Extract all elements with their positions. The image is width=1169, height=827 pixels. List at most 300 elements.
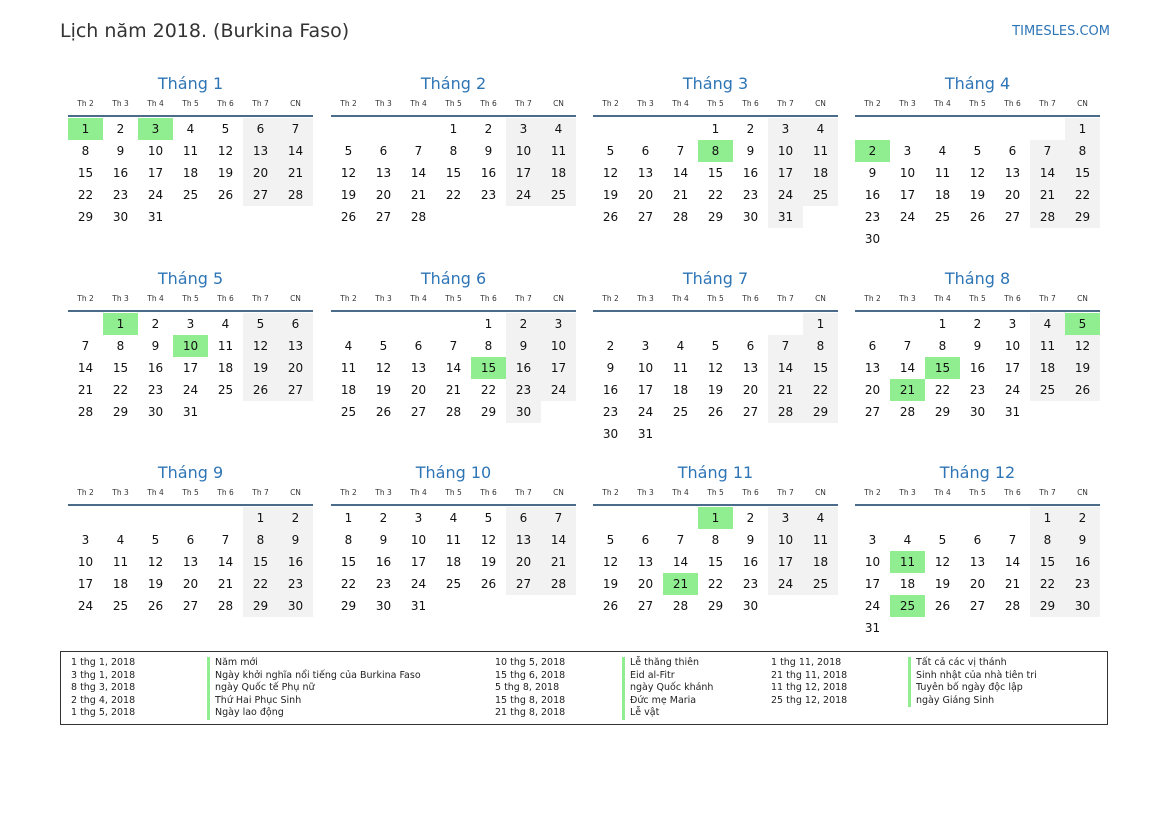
day-cell: 25 bbox=[112, 599, 129, 613]
holiday-name: Ngày khởi nghĩa nổi tiếng của Burkina Faso bbox=[207, 670, 421, 683]
weekday-label: Th 2 bbox=[602, 488, 619, 497]
day-cell: 10 bbox=[410, 533, 427, 547]
holiday-name: ngày Giáng Sinh bbox=[908, 695, 1037, 708]
day-cell: 9 bbox=[506, 335, 541, 357]
day-cell: 18 bbox=[112, 577, 129, 591]
day-grid bbox=[855, 313, 1100, 423]
day-cell: 25 bbox=[934, 210, 951, 224]
weekday-label: Th 2 bbox=[77, 488, 94, 497]
day-cell: 13 bbox=[864, 361, 881, 375]
day-cell: 22 bbox=[707, 188, 724, 202]
day-cell: 29 bbox=[803, 401, 838, 423]
day-cell: 10 bbox=[1004, 339, 1021, 353]
day-cell: 15 bbox=[77, 166, 94, 180]
day-cell: 19 bbox=[602, 188, 619, 202]
weekday-label: Th 6 bbox=[1004, 99, 1021, 108]
day-cell: 24 bbox=[768, 184, 803, 206]
holiday-day-cell: 15 bbox=[471, 357, 506, 379]
weekday-label: Th 6 bbox=[742, 488, 759, 497]
day-cell: 4 bbox=[221, 317, 230, 331]
holiday-day-cell: 1 bbox=[68, 118, 103, 140]
weekday-label: Th 6 bbox=[480, 294, 497, 303]
day-cell: 4 bbox=[803, 507, 838, 529]
month-calendar bbox=[331, 267, 576, 423]
day-cell: 7 bbox=[541, 507, 576, 529]
day-grid bbox=[68, 118, 313, 228]
day-cell: 12 bbox=[340, 166, 357, 180]
day-grid bbox=[855, 118, 1100, 250]
weekday-label: Th 2 bbox=[340, 488, 357, 497]
day-cell: 15 bbox=[707, 555, 724, 569]
day-cell: 26 bbox=[707, 405, 724, 419]
weekday-header bbox=[68, 485, 313, 506]
weekday-label: Th 2 bbox=[602, 99, 619, 108]
empty-cell bbox=[331, 313, 366, 335]
day-cell: 11 bbox=[934, 166, 951, 180]
day-cell: 28 bbox=[1030, 206, 1065, 228]
day-cell: 9 bbox=[278, 529, 313, 551]
weekday-label: CN bbox=[290, 99, 301, 108]
day-cell: 16 bbox=[480, 166, 497, 180]
day-cell: 8 bbox=[1065, 140, 1100, 162]
holiday-name: ngày Quốc tế Phụ nữ bbox=[207, 682, 421, 695]
day-grid bbox=[593, 313, 838, 445]
day-cell: 2 bbox=[746, 511, 755, 525]
day-cell: 14 bbox=[672, 555, 689, 569]
day-cell: 16 bbox=[969, 361, 986, 375]
weekday-label: Th 3 bbox=[375, 294, 392, 303]
day-cell: 22 bbox=[243, 573, 278, 595]
page-title: Lịch năm 2018. (Burkina Faso) bbox=[60, 20, 350, 42]
day-cell: 4 bbox=[1030, 313, 1065, 335]
weekday-label: CN bbox=[815, 488, 826, 497]
day-cell: 1 bbox=[1030, 507, 1065, 529]
day-cell: 7 bbox=[676, 533, 685, 547]
day-cell: 12 bbox=[602, 166, 619, 180]
empty-cell bbox=[593, 313, 628, 335]
weekday-label: Th 4 bbox=[410, 99, 427, 108]
day-cell: 13 bbox=[182, 555, 199, 569]
day-cell: 28 bbox=[768, 401, 803, 423]
empty-cell bbox=[436, 313, 471, 335]
day-cell: 23 bbox=[864, 210, 881, 224]
day-cell: 17 bbox=[1004, 361, 1021, 375]
weekday-header bbox=[855, 485, 1100, 506]
month-title: Tháng 10 bbox=[415, 463, 492, 482]
day-cell: 29 bbox=[707, 210, 724, 224]
day-cell: 19 bbox=[243, 357, 278, 379]
day-cell: 11 bbox=[445, 533, 462, 547]
weekday-label: Th 4 bbox=[410, 294, 427, 303]
day-cell: 30 bbox=[278, 595, 313, 617]
holiday-date: 21 thg 11, 2018 bbox=[771, 669, 848, 681]
day-cell: 17 bbox=[182, 361, 199, 375]
day-cell: 27 bbox=[506, 573, 541, 595]
weekday-label: CN bbox=[553, 294, 564, 303]
empty-cell bbox=[698, 313, 733, 335]
empty-cell bbox=[401, 118, 436, 140]
weekday-label: Th 4 bbox=[934, 294, 951, 303]
weekday-label: Th 3 bbox=[112, 488, 129, 497]
day-cell: 26 bbox=[243, 379, 278, 401]
day-cell: 23 bbox=[742, 188, 759, 202]
weekday-label: Th 7 bbox=[515, 99, 532, 108]
holiday-day-cell: 2 bbox=[855, 140, 890, 162]
day-grid bbox=[68, 507, 313, 617]
day-cell: 26 bbox=[602, 599, 619, 613]
day-cell: 12 bbox=[969, 166, 986, 180]
day-cell: 5 bbox=[973, 144, 982, 158]
day-cell: 22 bbox=[340, 577, 357, 591]
empty-cell bbox=[173, 507, 208, 529]
day-cell: 22 bbox=[480, 383, 497, 397]
day-cell: 9 bbox=[973, 339, 982, 353]
day-cell: 6 bbox=[868, 339, 877, 353]
weekday-label: CN bbox=[290, 294, 301, 303]
day-cell: 28 bbox=[1004, 599, 1021, 613]
day-cell: 20 bbox=[375, 188, 392, 202]
day-cell: 24 bbox=[768, 573, 803, 595]
day-cell: 12 bbox=[217, 144, 234, 158]
month-title: Tháng 2 bbox=[420, 74, 487, 93]
day-cell: 11 bbox=[112, 555, 129, 569]
day-cell: 11 bbox=[182, 144, 199, 158]
day-cell: 29 bbox=[934, 405, 951, 419]
weekday-label: Th 6 bbox=[742, 99, 759, 108]
day-cell: 13 bbox=[278, 335, 313, 357]
day-cell: 22 bbox=[1065, 184, 1100, 206]
day-cell: 14 bbox=[1004, 555, 1021, 569]
day-cell: 4 bbox=[344, 339, 353, 353]
day-cell: 4 bbox=[803, 118, 838, 140]
month-calendar bbox=[593, 72, 838, 228]
weekday-label: CN bbox=[290, 488, 301, 497]
holiday-list bbox=[60, 651, 1108, 725]
day-cell: 29 bbox=[480, 405, 497, 419]
day-cell: 4 bbox=[449, 511, 458, 525]
day-cell: 3 bbox=[868, 533, 877, 547]
day-cell: 11 bbox=[1030, 335, 1065, 357]
weekday-label: CN bbox=[815, 294, 826, 303]
weekday-label: Th 5 bbox=[182, 294, 199, 303]
month-title: Tháng 3 bbox=[682, 74, 749, 93]
weekday-label: Th 2 bbox=[864, 488, 881, 497]
day-cell: 5 bbox=[379, 339, 388, 353]
day-cell: 26 bbox=[969, 210, 986, 224]
day-cell: 23 bbox=[506, 379, 541, 401]
holiday-day-cell: 5 bbox=[1065, 313, 1100, 335]
day-cell: 24 bbox=[147, 188, 164, 202]
holiday-day-cell: 15 bbox=[925, 357, 960, 379]
holiday-date-column bbox=[71, 657, 135, 720]
day-cell: 12 bbox=[243, 335, 278, 357]
holiday-name-column bbox=[622, 657, 713, 720]
day-cell: 22 bbox=[112, 383, 129, 397]
empty-cell bbox=[890, 313, 925, 335]
weekday-label: Th 7 bbox=[252, 488, 269, 497]
day-cell: 20 bbox=[637, 188, 654, 202]
day-cell: 23 bbox=[742, 577, 759, 591]
day-cell: 24 bbox=[637, 405, 654, 419]
day-cell: 17 bbox=[77, 577, 94, 591]
day-cell: 5 bbox=[606, 144, 615, 158]
day-cell: 25 bbox=[803, 184, 838, 206]
day-cell: 5 bbox=[606, 533, 615, 547]
day-cell: 7 bbox=[768, 335, 803, 357]
day-cell: 29 bbox=[112, 405, 129, 419]
day-cell: 18 bbox=[803, 551, 838, 573]
day-cell: 5 bbox=[938, 533, 947, 547]
weekday-header bbox=[593, 96, 838, 117]
day-cell: 24 bbox=[899, 210, 916, 224]
day-cell: 9 bbox=[1065, 529, 1100, 551]
month-calendar bbox=[593, 461, 838, 617]
day-cell: 6 bbox=[973, 533, 982, 547]
holiday-date: 21 thg 8, 2018 bbox=[495, 707, 566, 718]
day-cell: 5 bbox=[711, 339, 720, 353]
day-cell: 29 bbox=[77, 210, 94, 224]
day-cell: 14 bbox=[541, 529, 576, 551]
day-cell: 18 bbox=[672, 383, 689, 397]
day-cell: 13 bbox=[637, 166, 654, 180]
day-cell: 19 bbox=[217, 166, 234, 180]
day-cell: 26 bbox=[480, 577, 497, 591]
weekday-label: Th 2 bbox=[77, 294, 94, 303]
weekday-label: Th 3 bbox=[112, 294, 129, 303]
day-cell: 21 bbox=[410, 188, 427, 202]
month-title: Tháng 8 bbox=[944, 269, 1011, 288]
day-cell: 18 bbox=[899, 577, 916, 591]
day-cell: 7 bbox=[278, 118, 313, 140]
empty-cell bbox=[138, 507, 173, 529]
weekday-header bbox=[855, 96, 1100, 117]
empty-cell bbox=[960, 507, 995, 529]
day-cell: 2 bbox=[379, 511, 388, 525]
weekday-label: Th 4 bbox=[672, 294, 689, 303]
day-cell: 9 bbox=[746, 533, 755, 547]
empty-cell bbox=[366, 313, 401, 335]
weekday-label: Th 5 bbox=[707, 488, 724, 497]
weekday-header bbox=[593, 291, 838, 312]
day-cell: 23 bbox=[969, 383, 986, 397]
weekday-header bbox=[331, 96, 576, 117]
month-title: Tháng 4 bbox=[944, 74, 1011, 93]
day-cell: 16 bbox=[147, 361, 164, 375]
weekday-label: Th 3 bbox=[375, 99, 392, 108]
weekday-label: Th 7 bbox=[777, 488, 794, 497]
day-cell: 23 bbox=[480, 188, 497, 202]
day-cell: 24 bbox=[1004, 383, 1021, 397]
weekday-label: Th 7 bbox=[515, 488, 532, 497]
day-cell: 15 bbox=[1030, 551, 1065, 573]
empty-cell bbox=[628, 507, 663, 529]
day-cell: 3 bbox=[414, 511, 423, 525]
day-grid bbox=[68, 313, 313, 423]
day-cell: 13 bbox=[375, 166, 392, 180]
weekday-label: Th 2 bbox=[602, 294, 619, 303]
holiday-name: Đức mẹ Maria bbox=[622, 695, 713, 708]
day-cell: 3 bbox=[1008, 317, 1017, 331]
day-cell: 19 bbox=[934, 577, 951, 591]
day-cell: 25 bbox=[672, 405, 689, 419]
weekday-label: Th 7 bbox=[252, 99, 269, 108]
day-cell: 24 bbox=[864, 599, 881, 613]
month-title: Tháng 1 bbox=[157, 74, 224, 93]
site-link[interactable]: TIMESLES.COM bbox=[1012, 24, 1110, 39]
day-cell: 20 bbox=[182, 577, 199, 591]
day-cell: 26 bbox=[340, 210, 357, 224]
day-cell: 25 bbox=[217, 383, 234, 397]
day-cell: 21 bbox=[1004, 577, 1021, 591]
day-cell: 4 bbox=[541, 118, 576, 140]
day-cell: 6 bbox=[278, 313, 313, 335]
day-cell: 12 bbox=[602, 555, 619, 569]
day-cell: 2 bbox=[606, 339, 615, 353]
month-calendar bbox=[855, 267, 1100, 423]
weekday-label: Th 6 bbox=[480, 99, 497, 108]
day-cell: 21 bbox=[77, 383, 94, 397]
day-cell: 13 bbox=[243, 140, 278, 162]
day-cell: 1 bbox=[344, 511, 353, 525]
day-cell: 21 bbox=[541, 551, 576, 573]
day-cell: 30 bbox=[864, 232, 881, 246]
month-title: Tháng 5 bbox=[157, 269, 224, 288]
day-cell: 3 bbox=[506, 118, 541, 140]
day-cell: 4 bbox=[116, 533, 125, 547]
day-cell: 10 bbox=[541, 335, 576, 357]
day-cell: 11 bbox=[672, 361, 689, 375]
day-cell: 10 bbox=[899, 166, 916, 180]
weekday-label: Th 3 bbox=[637, 99, 654, 108]
day-cell: 20 bbox=[278, 357, 313, 379]
day-cell: 27 bbox=[637, 210, 654, 224]
day-cell: 3 bbox=[641, 339, 650, 353]
holiday-date: 8 thg 3, 2018 bbox=[71, 682, 136, 693]
day-cell: 3 bbox=[541, 313, 576, 335]
day-cell: 4 bbox=[676, 339, 685, 353]
day-cell: 17 bbox=[768, 551, 803, 573]
day-cell: 8 bbox=[81, 144, 90, 158]
weekday-label: Th 5 bbox=[969, 294, 986, 303]
day-cell: 25 bbox=[541, 184, 576, 206]
day-cell: 23 bbox=[112, 188, 129, 202]
day-cell: 23 bbox=[1065, 573, 1100, 595]
day-cell: 27 bbox=[637, 599, 654, 613]
day-cell: 10 bbox=[768, 140, 803, 162]
day-cell: 15 bbox=[445, 166, 462, 180]
day-cell: 11 bbox=[541, 140, 576, 162]
empty-cell bbox=[768, 313, 803, 335]
day-cell: 14 bbox=[768, 357, 803, 379]
day-grid bbox=[331, 118, 576, 228]
day-cell: 17 bbox=[637, 383, 654, 397]
day-cell: 21 bbox=[1030, 184, 1065, 206]
day-cell: 11 bbox=[217, 339, 234, 353]
day-cell: 14 bbox=[672, 166, 689, 180]
day-cell: 17 bbox=[899, 188, 916, 202]
day-cell: 30 bbox=[1065, 595, 1100, 617]
day-cell: 8 bbox=[116, 339, 125, 353]
weekday-label: Th 5 bbox=[182, 488, 199, 497]
day-cell: 12 bbox=[147, 555, 164, 569]
month-calendar bbox=[68, 267, 313, 423]
holiday-name: Tất cả các vị thánh bbox=[908, 657, 1037, 670]
day-cell: 26 bbox=[147, 599, 164, 613]
weekday-label: Th 5 bbox=[969, 488, 986, 497]
day-cell: 21 bbox=[672, 188, 689, 202]
day-cell: 4 bbox=[903, 533, 912, 547]
month-calendar bbox=[68, 461, 313, 617]
day-cell: 31 bbox=[864, 621, 881, 635]
day-cell: 12 bbox=[375, 361, 392, 375]
day-cell: 30 bbox=[742, 210, 759, 224]
day-cell: 27 bbox=[742, 405, 759, 419]
weekday-header bbox=[331, 485, 576, 506]
day-cell: 6 bbox=[379, 144, 388, 158]
month-calendar bbox=[855, 72, 1100, 250]
weekday-label: Th 6 bbox=[217, 294, 234, 303]
day-cell: 19 bbox=[340, 188, 357, 202]
day-cell: 13 bbox=[506, 529, 541, 551]
day-cell: 1 bbox=[1065, 118, 1100, 140]
weekday-label: CN bbox=[553, 488, 564, 497]
day-cell: 7 bbox=[449, 339, 458, 353]
day-cell: 24 bbox=[541, 379, 576, 401]
day-cell: 17 bbox=[410, 555, 427, 569]
day-cell: 2 bbox=[1065, 507, 1100, 529]
month-title: Tháng 12 bbox=[939, 463, 1016, 482]
day-cell: 25 bbox=[803, 573, 838, 595]
weekday-label: Th 7 bbox=[252, 294, 269, 303]
day-grid bbox=[331, 313, 576, 423]
weekday-label: Th 7 bbox=[515, 294, 532, 303]
day-cell: 9 bbox=[116, 144, 125, 158]
day-cell: 16 bbox=[506, 357, 541, 379]
day-cell: 4 bbox=[186, 122, 195, 136]
weekday-label: Th 5 bbox=[445, 294, 462, 303]
day-cell: 25 bbox=[340, 405, 357, 419]
day-cell: 12 bbox=[707, 361, 724, 375]
day-cell: 2 bbox=[278, 507, 313, 529]
day-cell: 1 bbox=[449, 122, 458, 136]
weekday-label: Th 6 bbox=[217, 488, 234, 497]
empty-cell bbox=[68, 313, 103, 335]
day-cell: 20 bbox=[742, 383, 759, 397]
day-cell: 22 bbox=[1030, 573, 1065, 595]
weekday-label: Th 2 bbox=[77, 99, 94, 108]
day-grid bbox=[855, 507, 1100, 639]
day-cell: 28 bbox=[672, 599, 689, 613]
holiday-day-cell: 3 bbox=[138, 118, 173, 140]
day-cell: 2 bbox=[484, 122, 493, 136]
weekday-label: Th 3 bbox=[112, 99, 129, 108]
day-cell: 21 bbox=[768, 379, 803, 401]
day-cell: 1 bbox=[938, 317, 947, 331]
day-cell: 15 bbox=[243, 551, 278, 573]
day-cell: 3 bbox=[81, 533, 90, 547]
weekday-label: Th 5 bbox=[969, 99, 986, 108]
day-cell: 14 bbox=[217, 555, 234, 569]
day-cell: 24 bbox=[410, 577, 427, 591]
day-cell: 18 bbox=[541, 162, 576, 184]
empty-cell bbox=[960, 118, 995, 140]
day-cell: 9 bbox=[379, 533, 388, 547]
day-cell: 6 bbox=[641, 533, 650, 547]
holiday-date: 11 thg 12, 2018 bbox=[771, 682, 848, 693]
month-calendar bbox=[68, 72, 313, 228]
weekday-label: Th 5 bbox=[445, 488, 462, 497]
day-cell: 8 bbox=[243, 529, 278, 551]
